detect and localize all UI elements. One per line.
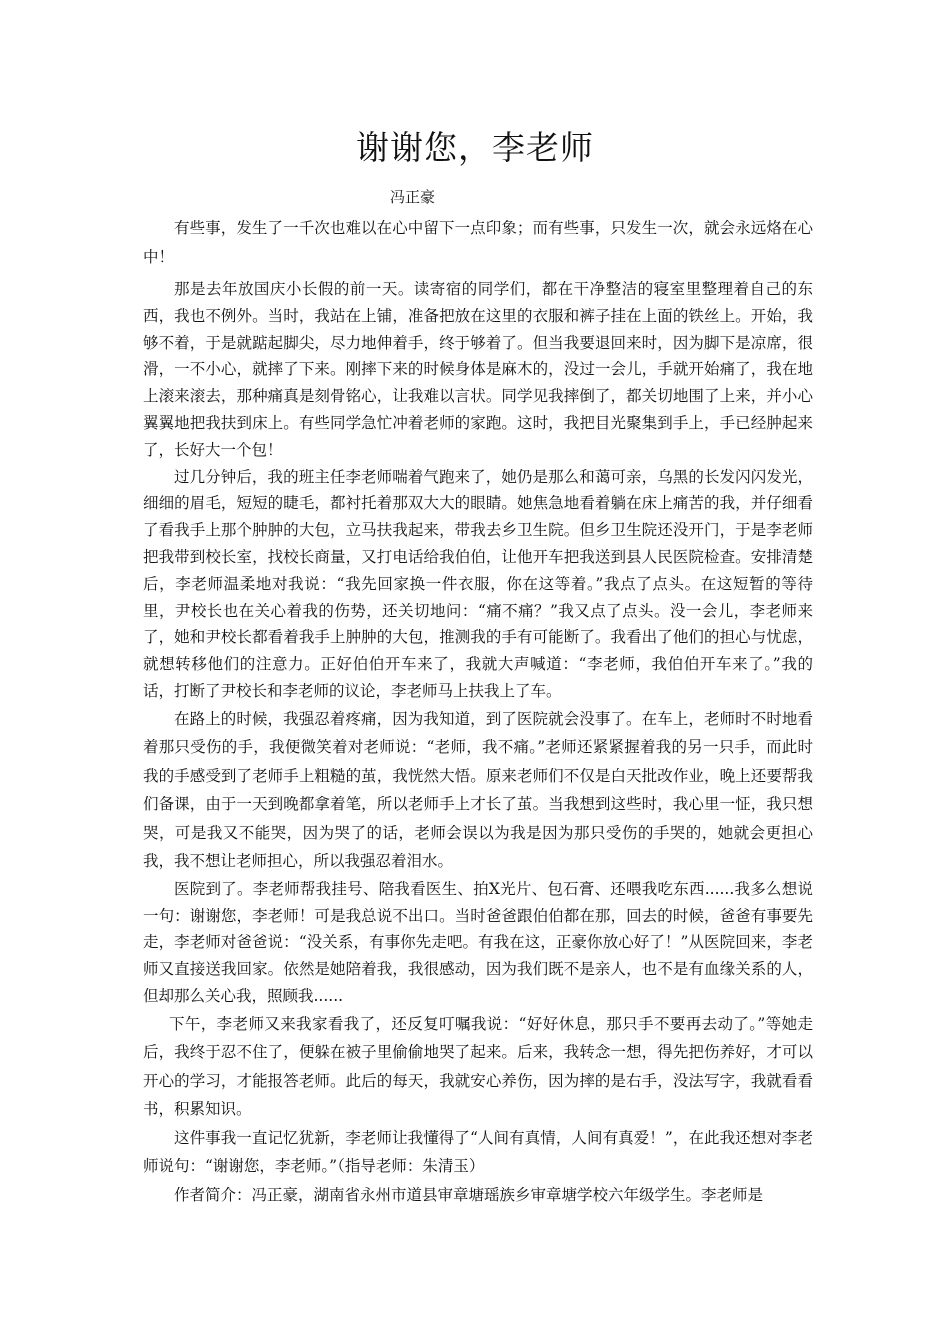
paragraph-teacher-arrives: 过几分钟后，我的班主任李老师喘着气跑来了，她仍是那么和蔼可亲，乌黑的长发闪闪发光，细细的眉毛，短短的睫毛，都衬托着那双大大的眼睛。她焦急地看着躺在床上痛苦的我，并仔细看了看我手上那个肿肿的大包，立马扶我起来，带我去乡卫生院。但乡卫生院还没开门，于是李老师把我带到校长室，找校长商量，又打电话给我伯伯，让他开车把我送到县人民医院检查。安排清楚后，李老师温柔地对我说：“我先回家换一件衣服，你在这等着。”我点了点头。在这短暂的等待里，尹校长也在关心着我的伤势，还关切地问：“痛不痛？”我又点了点头。没一会儿，李老师来了，她和尹校长都看着我手上肿肿的大包，推测我的手有可能断了。我看出了他们的担心与忧虑，就想转移他们的注意力。正好伯伯开车来了，我就大声喊道：“李老师，我伯伯开车来了。”我的话，打断了尹校长和李老师的议论，李老师马上扶我上了车。 [143, 467, 813, 700]
author-name: 冯正豪 [390, 188, 436, 206]
paragraph-hospital: 医院到了。李老师帮我挂号、陪我看医生、拍X光片、包石膏、还喂我吃东西......我多么想说一句：谢谢您，李老师！可是我总说不出口。当时爸爸跟伯伯都在那，回去的时候，爸爸有事要先走，李老师对爸爸说：“没关系，有事你先走吧。有我在这，正豪你放心好了！”从医院回来，李老师又直接送我回家。依然是她陪着我，我很感动，因为我们既不是亲人，也不是有血缘关系的人，但却那么关心我，照顾我...... [143, 879, 813, 1005]
paragraph-afternoon: 下午，李老师又来我家看我了，还反复叮嘱我说：“好好休息，那只手不要再去动了。”等她走后，我终于忍不住了，便躲在被子里偷偷地哭了起来。后来，我转念一想，得先把伤养好，才可以开心的学习，才能报答老师。此后的每天，我就安心养伤，因为摔的是右手，没法写字，我就看看书，积累知识。 [143, 1014, 813, 1119]
page-title: 谢谢您，李老师 [356, 128, 594, 167]
paragraph-on-the-road: 在路上的时候，我强忍着疼痛，因为我知道，到了医院就会没事了。在车上，老师时不时地看着那只受伤的手，我便微笑着对老师说：“老师，我不痛。”老师还紧紧握着我的另一只手，而此时我的手感受到了老师手上粗糙的茧，我恍然大悟。原来老师们不仅是白天批改作业，晚上还要帮我们备课，由于一天到晚都拿着笔，所以老师手上才长了茧。当我想到这些时，我心里一怔，我只想哭，可是我又不能哭，因为哭了的话，老师会误以为我是因为那只受伤的手哭的，她就会更担心我，我不想让老师担心，所以我强忍着泪水。 [143, 709, 813, 871]
article-body [143, 214, 813, 1209]
paragraph-intro: 有些事，发生了一千次也难以在心中留下一点印象；而有些事，只发生一次，就会永远烙在心中！ [143, 219, 813, 266]
paragraph-conclusion: 这件事我一直记忆犹新，李老师让我懂得了“人间有真情，人间有真爱！”，在此我还想对李老师说句：“谢谢您，李老师。”（指导老师：朱清玉） [143, 1128, 813, 1176]
paragraph-accident: 那是去年放国庆小长假的前一天。读寄宿的同学们，都在干净整洁的寝室里整理着自己的东西，我也不例外。当时，我站在上铺，准备把放在这里的衣服和裤子挂在上面的铁丝上。开始，我够不着，于是就踮起脚尖，尽力地伸着手，终于够着了。但当我要退回来时，因为脚下是凉席，很滑，一不小心，就摔了下来。刚摔下来的时候身体是麻木的，没过一会儿，手就开始痛了，我在地上滚来滚去，那种痛真是刻骨铭心，让我难以言状。同学见我摔倒了，都关切地围了上来，并小心翼翼地把我扶到床上。有些同学急忙冲着老师的家跑。这时，我把目光聚集到手上，手已经肿起来了，长好大一个包！ [143, 280, 813, 459]
paragraph-author-bio: 作者简介：冯正豪，湖南省永州市道县审章塘瑶族乡审章塘学校六年级学生。李老师是 [174, 1185, 764, 1204]
